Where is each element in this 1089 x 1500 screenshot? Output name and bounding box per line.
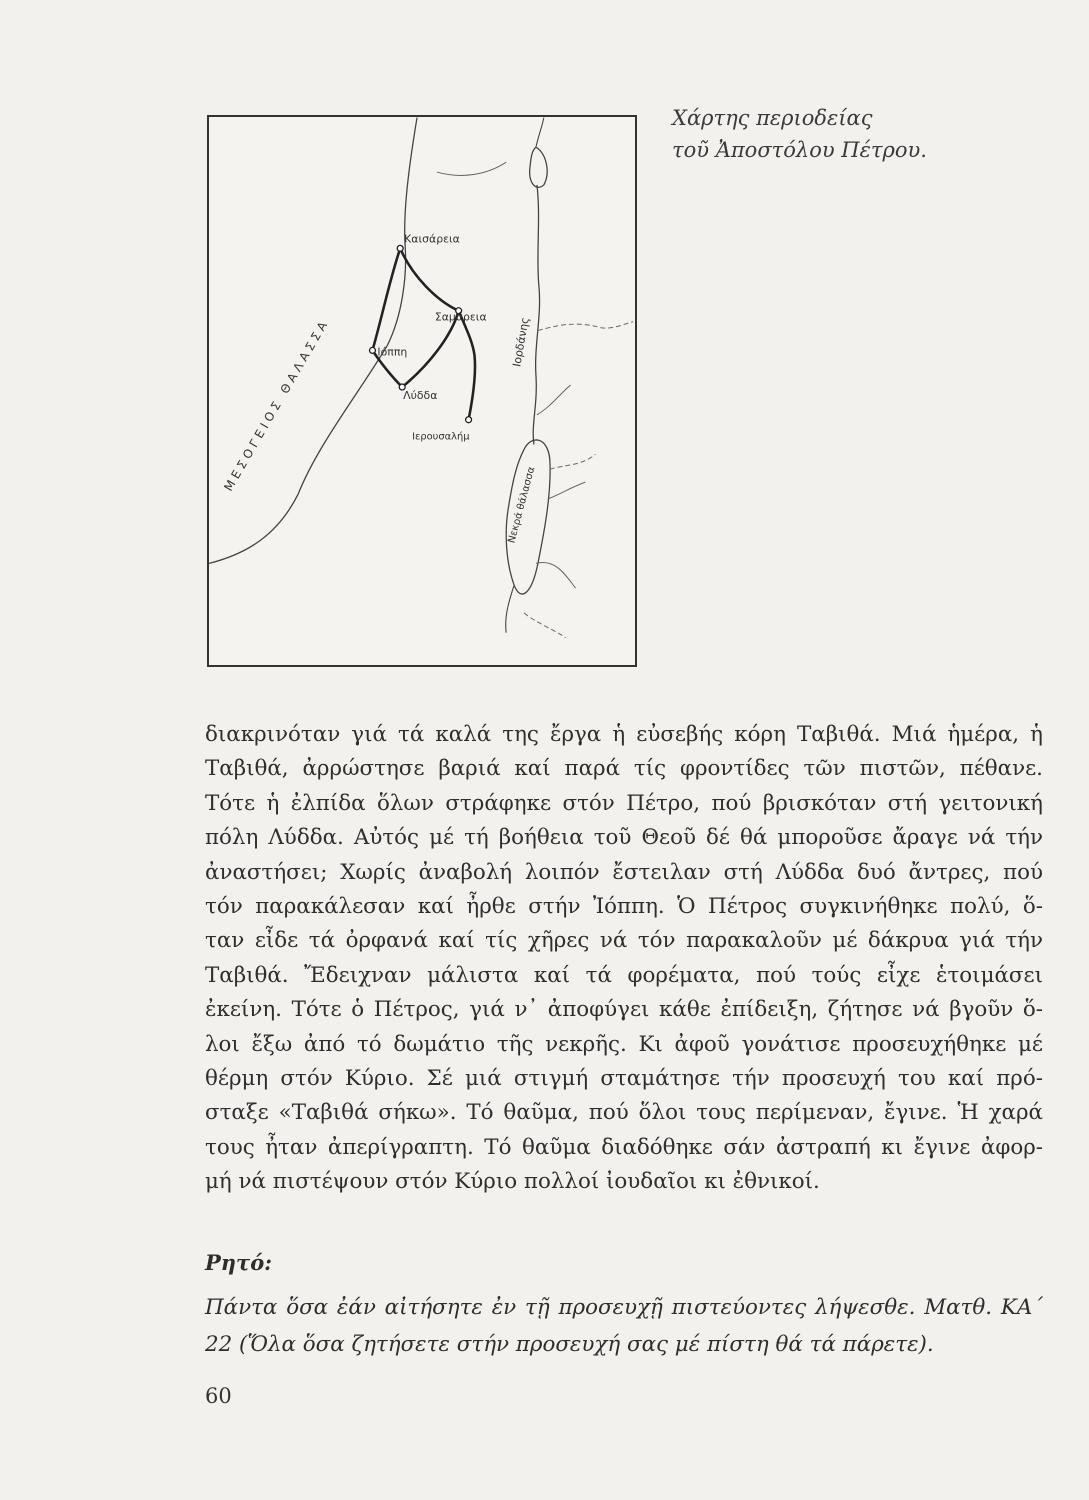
text-line: σταξε «Ταβιθά σήκω». Τό θαῦμα, πού ὅλοι τους περίμεναν, ἔγινε. Ἡ χαρά	[205, 1100, 1043, 1126]
map-figure	[207, 115, 637, 667]
route-caesarea-samaria	[400, 248, 458, 310]
body-paragraph	[205, 718, 1043, 1200]
dead-sea-label: Νεκρά θάλασσα	[506, 465, 538, 545]
sea-of-galilee	[530, 147, 547, 187]
quote-title: Ρητό:	[205, 1250, 272, 1275]
quote-line: 22 (Ὅλα ὅσα ζητήσετε στήν προσευχή σας μέ πίστη θά τά πάρετε).	[205, 1332, 934, 1357]
page-number: 60	[205, 1384, 232, 1408]
text-line: λοι ἔξω ἀπό τό δωμάτιο τῆς νεκρῆς. Κι ἀφοῦ γονάτισε προσευχήθηκε μέ	[205, 1031, 1043, 1057]
map-drawing	[209, 117, 635, 665]
text-line: τόν παρακάλεσαν καί ἦρθε στήν Ἰόππη. Ὁ Πέτρος συγκινήθηκε πολύ, ὅ-	[205, 894, 1043, 920]
jerusalem-label: Ιερουσαλήμ	[412, 431, 470, 443]
text-line: θέρμη στόν Κύριο. Σέ μιά στιγμή σταμάτησε τήν προσευχή του καί πρό-	[205, 1066, 1043, 1092]
text-line: μή νά πιστέψουν στόν Κύριο πολλοί ἰουδαῖοι κι ἐθνικοί.	[205, 1169, 820, 1195]
text-line: ἀναστήσει; Χωρίς ἀναβολή λοιπόν ἔστειλαν στή Λύδδα δυό ἄντρες, πού	[205, 859, 1043, 885]
sea-label: ΜΕΣΟΓΕΙΟΣ ΘΑΛΑΣΣΑ	[221, 315, 332, 494]
joppa-marker	[369, 347, 375, 353]
caption-line: τοῦ Ἀποστόλου Πέτρου.	[672, 138, 927, 162]
text-line: τους ἦταν ἀπερίγραπτη. Τό θαῦμα διαδόθηκε σάν ἀστραπή κι ἔγινε ἀφορ-	[205, 1134, 1043, 1160]
quote-line: Πάντα ὅσα ἐάν αἰτήσητε ἐν τῇ προσευχῇ πιστεύοντες λήψεσθε. Ματθ. ΚΑ΄	[205, 1295, 1043, 1320]
lydda-label: Λύδδα	[403, 388, 438, 402]
text-line: Τότε ἡ ἐλπίδα ὅλων στράφηκε στόν Πέτρο, πού βρισκόταν στή γειτονική	[205, 790, 1043, 816]
jordan-river	[533, 185, 539, 445]
text-line: πόλη Λύδδα. Αὐτός μέ τή βοήθεια τοῦ Θεοῦ δέ θά μποροῦσε ἄραγε νά τήν	[205, 825, 1043, 851]
quote-text	[205, 1289, 1043, 1363]
text-line: ἐκείνη. Τότε ὁ Πέτρος, γιά ν᾽ ἀποφύγει κάθε ἐπίδειξη, ζήτησε νά βγοῦν ὅ-	[205, 997, 1043, 1023]
text-line: Ταβιθά. Ἔδειχναν μάλιστα καί τά φορέματα, πού τούς εἶχε ἑτοιμάσει	[205, 962, 1043, 988]
samaria-label: Σαμάρεια	[434, 310, 487, 324]
text-line: Ταβιθά, ἀρρώστησε βαριά καί παρά τίς φροντίδες τῶν πιστῶν, πέθανε.	[205, 756, 1043, 782]
text-line: ταν εἶδε τά ὀρφανά καί τίς χῆρες νά τόν παρακαλοῦν μέ δάκρυα γιά τήν	[205, 928, 1043, 954]
caption-line: Χάρτης περιοδείας	[672, 106, 873, 130]
river-label: Ιορδάνης	[510, 316, 532, 368]
jordan-river-upper	[536, 118, 544, 148]
caesarea-label: Καισάρεια	[404, 232, 460, 246]
joppa-label: Ιόππη	[377, 345, 408, 359]
route-joppa-caesarea	[372, 248, 400, 350]
dead-sea-south	[506, 585, 514, 633]
route-samaria-jerusalem	[459, 311, 475, 420]
map-caption	[672, 102, 992, 166]
caesarea-marker	[397, 245, 403, 251]
jerusalem-marker	[466, 417, 472, 423]
text-line: διακρινόταν γιά τά καλά της ἔργα ἡ εὐσεβής κόρη Ταβιθά. Μιά ἡμέρα, ἡ	[205, 722, 1043, 747]
